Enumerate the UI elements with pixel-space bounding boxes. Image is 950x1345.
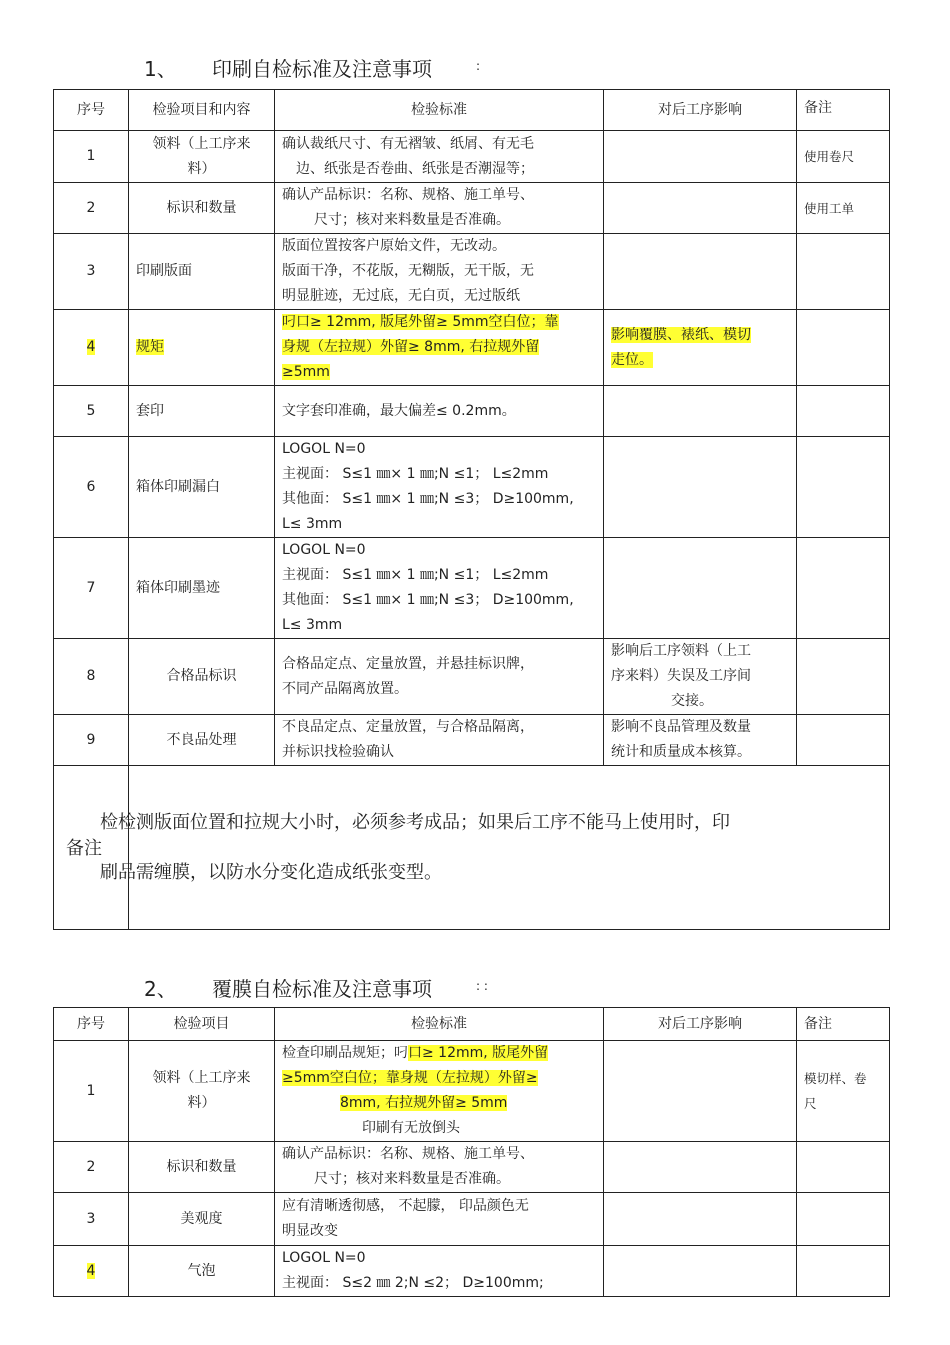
row-standard-line: 身规（左拉规）外留≥ 8mm, 右拉规外留 (282, 339, 540, 355)
row-no: 1 (54, 1041, 129, 1142)
row-standard-line: 其他面： S≤1 ㎜× 1 ㎜;N ≤3； D≥100mm, (282, 491, 574, 507)
row-standard-line: 并标识找检验确认 (282, 744, 394, 760)
row-remark (797, 437, 890, 538)
row-standard-line: 不同产品隔离放置。 (282, 680, 408, 697)
table-row (54, 234, 890, 310)
row-standard-line: LOGOL N=0 (282, 542, 366, 558)
section1-title: 印刷自检标准及注意事项 (212, 57, 432, 81)
section1-colon: : (476, 59, 481, 73)
row-standard-line: 主视面： S≤1 ㎜× 1 ㎜;N ≤1； L≤2mm (282, 466, 549, 482)
row-standard-highlight: 口≥ 12mm, 版尾外留 (408, 1045, 549, 1061)
row-remark (797, 310, 890, 386)
row-standard-line: LOGOL N=0 (282, 441, 366, 457)
row-impact (604, 234, 797, 310)
note-row (54, 766, 890, 930)
row-no: 1 (54, 131, 129, 183)
row-standard-tail: 印刷有无放倒头 (362, 1120, 460, 1136)
section2-heading (144, 973, 504, 1001)
row-remark-line: 尺 (804, 1096, 817, 1111)
row-standard-line: 叼口≥ 12mm, 版尾外留≥ 5mm空白位；靠 (282, 314, 559, 330)
row-no: 5 (54, 386, 129, 437)
row-no: 8 (54, 639, 129, 715)
table-row (54, 310, 890, 386)
row-standard-line: L≤ 3mm (282, 516, 343, 532)
header-standard: 检验标准 (275, 90, 604, 131)
row-impact (604, 386, 797, 437)
row-standard-line: 不良品定点、定量放置，与合格品隔离， (282, 719, 534, 735)
row-standard-highlight: ≥5mm空白位；靠身规（左拉规）外留≥ (282, 1070, 538, 1086)
row-standard-line: 应有清晰透彻感， 不起朦， 印品颜色无 (282, 1198, 529, 1214)
row-item: 印刷版面 (129, 234, 275, 310)
row-impact-line: 影响覆膜、裱纸、模切 (611, 326, 751, 343)
header-impact: 对后工序影响 (604, 90, 797, 131)
row-remark (797, 639, 890, 715)
row-standard-line: 版面干净，不花版，无糊版，无干版，无 (282, 263, 534, 279)
row-standard-highlight: 8mm, 右拉规外留≥ 5mm (340, 1095, 508, 1111)
row-no: 9 (54, 715, 129, 766)
row-impact (604, 183, 797, 234)
row-no: 7 (54, 538, 129, 639)
row-standard-line: 边、纸张是否卷曲、纸张是否潮湿等； (296, 160, 534, 177)
row-item: 标识和数量 (129, 183, 275, 234)
row-standard-line: 主视面： S≤1 ㎜× 1 ㎜;N ≤1； L≤2mm (282, 567, 549, 583)
note-text-line1: 检检测版面位置和拉规大小时，必须参考成品；如果后工序不能马上使用时，印 (100, 812, 730, 833)
row-impact (604, 1041, 797, 1142)
row-item: 气泡 (129, 1246, 275, 1297)
row-remark-line: 模切样、卷 (804, 1071, 867, 1086)
row-remark (797, 1142, 890, 1193)
row-standard-line: 尺寸；核对来料数量是否准确。 (314, 212, 510, 228)
header-standard: 检验标准 (275, 1008, 604, 1041)
table-row (54, 131, 890, 183)
row-standard-line: 合格品定点、定量放置，并悬挂标识牌， (282, 655, 534, 672)
row-impact (604, 1193, 797, 1246)
header-no: 序号 (54, 90, 129, 131)
table-header-row (54, 90, 890, 131)
table-header-row (54, 1008, 890, 1041)
row-item: 美观度 (129, 1193, 275, 1246)
row-standard-line: 确认产品标识：名称、规格、施工单号、 (282, 1146, 534, 1162)
row-item: 合格品标识 (129, 639, 275, 715)
row-standard-line: ≥5mm (282, 364, 330, 380)
header-no: 序号 (54, 1008, 129, 1041)
row-remark (797, 538, 890, 639)
row-impact (604, 437, 797, 538)
table-row (54, 1041, 890, 1142)
header-remark: 备注 (797, 1008, 890, 1041)
row-item-line: 领料（上工序来 (152, 135, 251, 152)
table-row (54, 1193, 890, 1246)
header-item: 检验项目 (129, 1008, 275, 1041)
row-remark (797, 715, 890, 766)
row-remark: 使用工单 (797, 183, 890, 234)
row-no: 4 (86, 1262, 96, 1279)
table-row (54, 1142, 890, 1193)
row-item: 箱体印刷墨迹 (129, 538, 275, 639)
row-impact (604, 538, 797, 639)
table-row (54, 386, 890, 437)
row-standard-line: 其他面： S≤1 ㎜× 1 ㎜;N ≤3； D≥100mm, (282, 592, 574, 608)
row-standard-line: LOGOL N=0 (282, 1250, 366, 1266)
row-standard-line: 明显改变 (282, 1223, 338, 1239)
section2-number: 2、 (144, 977, 177, 1001)
section2-title: 覆膜自检标准及注意事项 (212, 977, 432, 1001)
table-row (54, 715, 890, 766)
row-no: 4 (86, 339, 96, 355)
row-no: 6 (54, 437, 129, 538)
section1-heading (144, 53, 504, 81)
row-item-line: 领料（上工序来 (152, 1070, 251, 1086)
row-remark (797, 1246, 890, 1297)
row-remark (797, 234, 890, 310)
row-standard-plain: 检查印刷品规矩；叼 (282, 1045, 408, 1061)
row-impact-line: 走位。 (611, 351, 653, 368)
row-standard-line: 确认裁纸尺寸、有无褶皱、纸屑、有无毛 (282, 135, 534, 152)
row-standard-line: 确认产品标识：名称、规格、施工单号、 (282, 187, 534, 203)
table-row (54, 437, 890, 538)
row-standard-line: 尺寸；核对来料数量是否准确。 (314, 1171, 510, 1187)
table-row (54, 183, 890, 234)
row-item: 规矩 (136, 339, 164, 355)
row-remark: 使用卷尺 (797, 131, 890, 183)
row-no: 2 (54, 1142, 129, 1193)
row-impact-line: 统计和质量成本核算。 (611, 744, 751, 760)
row-item: 不良品处理 (129, 715, 275, 766)
row-remark (797, 1193, 890, 1246)
row-impact-line: 序来料）失误及工序间 (611, 668, 751, 684)
row-remark (797, 386, 890, 437)
note-label: 备注 (66, 838, 102, 859)
row-impact (604, 1142, 797, 1193)
row-standard-line: 明显脏迹，无过底，无白页，无过版纸 (282, 288, 520, 304)
row-impact-line: 影响不良品管理及数量 (611, 719, 751, 735)
row-item: 套印 (129, 386, 275, 437)
note-text-line2: 刷品需缠膜，以防水分变化造成纸张变型。 (100, 862, 442, 883)
row-standard-line: 主视面： S≤2 ㎜ 2;N ≤2； D≥100mm; (282, 1275, 544, 1291)
row-impact (604, 131, 797, 183)
row-no: 2 (54, 183, 129, 234)
row-standard: 文字套印准确，最大偏差≤ 0.2mm。 (275, 386, 604, 437)
row-item-line: 料） (187, 1095, 216, 1111)
table-row (54, 538, 890, 639)
row-standard-line: L≤ 3mm (282, 617, 343, 633)
row-no: 3 (54, 1193, 129, 1246)
row-item: 标识和数量 (129, 1142, 275, 1193)
section2-table (53, 1007, 890, 1297)
note-content-cell (129, 766, 890, 930)
section1-number: 1、 (144, 57, 177, 81)
table-row (54, 1246, 890, 1297)
row-item: 箱体印刷漏白 (129, 437, 275, 538)
header-impact: 对后工序影响 (604, 1008, 797, 1041)
section1-table (53, 89, 890, 930)
row-item-line: 料） (187, 160, 216, 177)
row-impact-line: 影响后工序领料（上工 (611, 643, 751, 659)
table-row (54, 639, 890, 715)
row-standard-line: 版面位置按客户原始文件，无改动。 (282, 238, 506, 254)
row-no: 3 (54, 234, 129, 310)
header-item: 检验项目和内容 (129, 90, 275, 131)
row-impact-line: 交接。 (671, 693, 713, 709)
header-remark: 备注 (797, 90, 890, 131)
section2-colon: : : (476, 979, 488, 993)
row-impact (604, 1246, 797, 1297)
